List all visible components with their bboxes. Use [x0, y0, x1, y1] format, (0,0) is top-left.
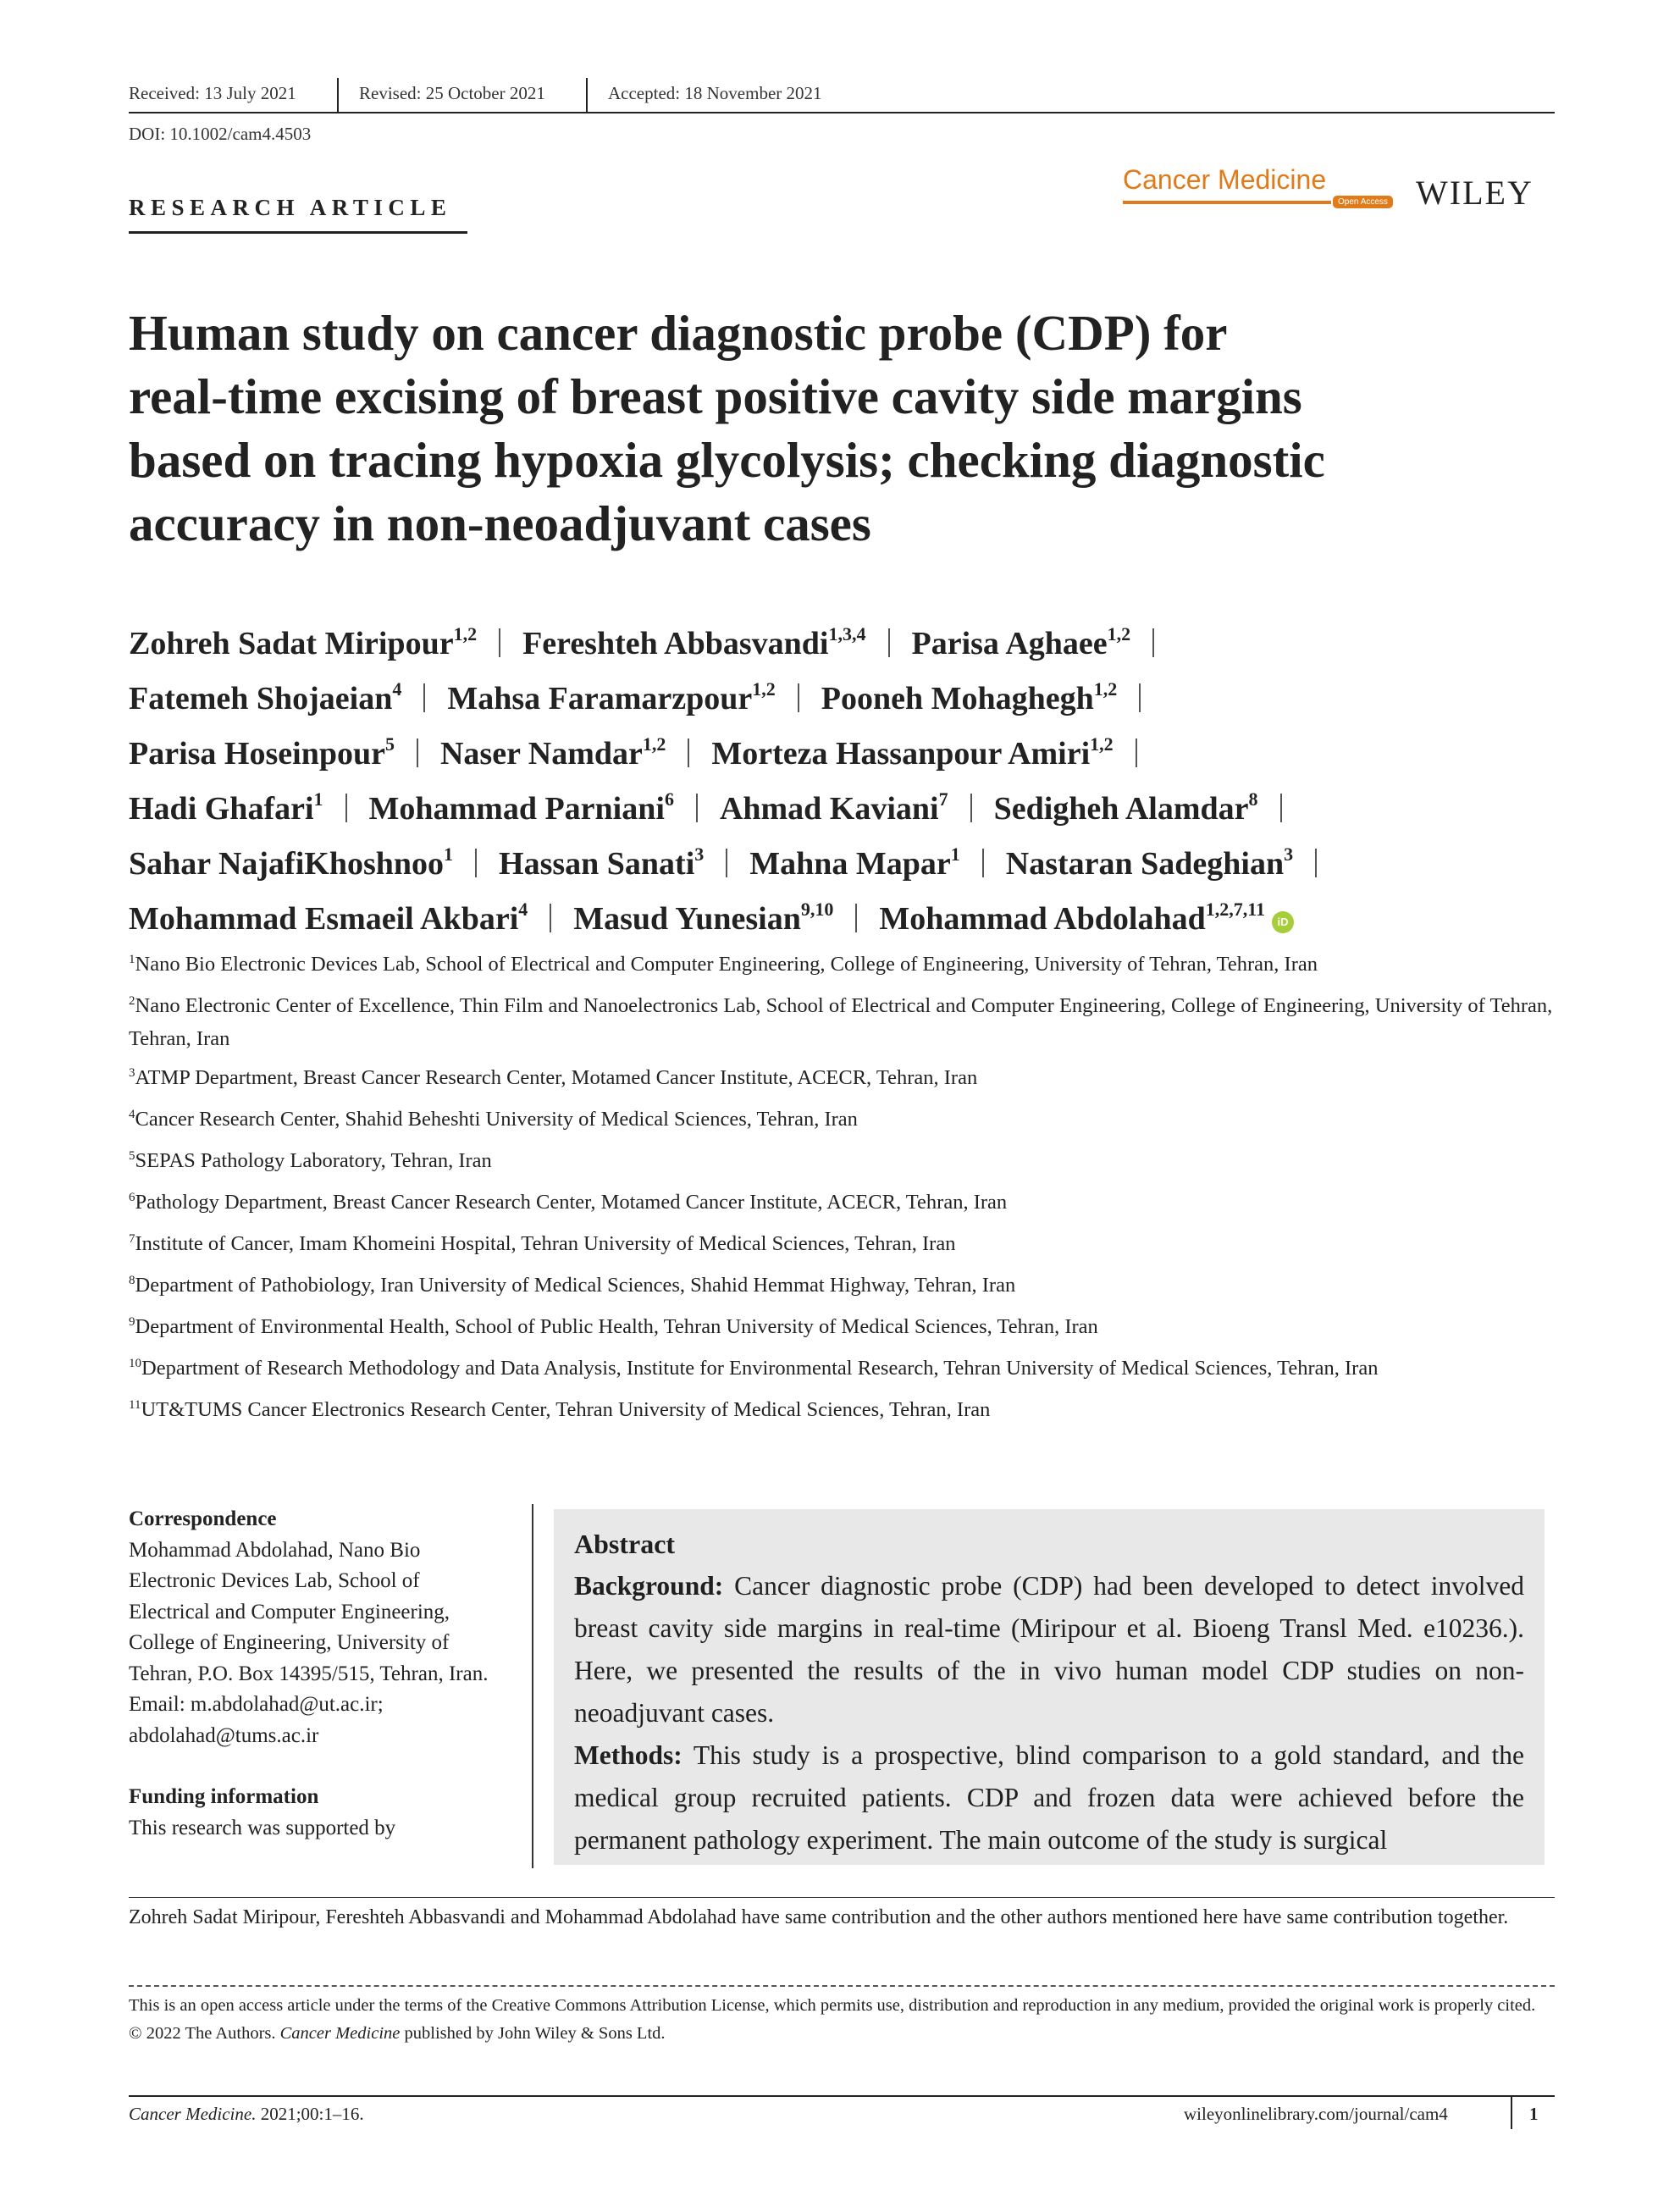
- author-separator: [1280, 794, 1282, 822]
- affiliation: $^{11}$UT&TUMS Cancer Electronics Research Center, Tehran University of Medical Sciences, Tehran, Iran: [129, 1398, 991, 1421]
- author[interactable]: Morteza Hassanpour Amiri$^{1,2}$: [711, 733, 1114, 772]
- author-separator: [417, 738, 418, 767]
- author[interactable]: Pooneh Mohaghegh$^{1,2}$: [821, 678, 1118, 716]
- affiliation: $^3$ATMP Department, Breast Cancer Research Center, Motamed Cancer Institute, ACECR, Tehran, Iran: [129, 1066, 978, 1089]
- title-line: real-time excising of breast positive cavity side margins: [129, 368, 1302, 424]
- author-row: [129, 893, 1568, 949]
- author[interactable]: Mahsa Faramarzpour$^{1,2}$: [447, 678, 776, 716]
- journal-citation: Cancer Medicine. 2021;00:1–16.: [129, 2104, 364, 2124]
- author[interactable]: Mohammad Parniani$^6$: [368, 788, 674, 827]
- author-separator: [1139, 683, 1141, 712]
- footer-rule: [129, 2095, 1555, 2097]
- author-separator: [970, 794, 972, 822]
- contribution-note: Zohreh Sadat Miripour, Fereshteh Abbasvandi and Mohammad Abdolahad have same contribution and the other authors mentioned here have same contribution together.: [129, 1906, 1509, 1928]
- affiliation: $^8$Department of Pathobiology, Iran University of Medical Sciences, Shahid Hemmat Highway, Tehran, Iran: [129, 1274, 1016, 1297]
- abstract-box: [554, 1509, 1545, 1865]
- column-divider: [532, 1504, 533, 1868]
- author[interactable]: Fatemeh Shojaeian$^4$: [129, 678, 402, 716]
- article-type: RESEARCH ARTICLE: [129, 195, 452, 220]
- title-line: based on tracing hypoxia glycolysis; checking diagnostic: [129, 432, 1325, 488]
- title-line: Human study on cancer diagnostic probe (CDP) for: [129, 305, 1228, 361]
- sidebar-info: [129, 1504, 501, 1844]
- article-title: [129, 301, 1560, 556]
- abstract-heading: Abstract: [574, 1529, 676, 1559]
- author[interactable]: Sahar NajafiKhoshnoo$^1$: [129, 844, 454, 882]
- accepted-date: Accepted: 18 November 2021: [608, 83, 822, 103]
- journal-logo: Cancer Medicine: [1123, 164, 1327, 195]
- abstract-background: [574, 1565, 1524, 1734]
- affiliation: $^5$SEPAS Pathology Laboratory, Tehran, Iran: [129, 1149, 492, 1172]
- affiliation: $^7$Institute of Cancer, Imam Khomeini Hospital, Tehran University of Medical Sciences, Tehran, Iran: [129, 1232, 956, 1255]
- affiliation: $^2$Nano Electronic Center of Excellence, Thin Film and Nanoelectronics Lab, School of Electrical and Computer Engineering, College of Engineering, University of Tehran, Tehran, Iran: [129, 994, 1553, 1050]
- author-separator: [798, 683, 799, 712]
- affiliation: $^9$Department of Environmental Health, School of Public Health, Tehran University of Medical Sciences, Tehran, Iran: [129, 1315, 1098, 1338]
- author-separator: [1152, 628, 1154, 657]
- author[interactable]: Parisa Aghaee$^{1,2}$: [911, 623, 1131, 661]
- author-row: [129, 728, 1568, 783]
- author[interactable]: Nastaran Sadeghian$^3$: [1005, 844, 1294, 882]
- author-row: [129, 673, 1568, 728]
- dashed-divider: [129, 1985, 1555, 1987]
- author-separator: [499, 628, 500, 657]
- divider: [129, 1897, 1555, 1898]
- author-row: [129, 618, 1568, 673]
- author[interactable]: Ahmad Kaviani$^7$: [719, 788, 948, 827]
- author[interactable]: Sedigheh Alamdar$^8$: [993, 788, 1258, 827]
- author[interactable]: Mahna Mapar$^1$: [749, 844, 960, 882]
- affiliation-list: [129, 949, 1568, 1436]
- author-separator: [475, 849, 477, 877]
- background-text: Cancer diagnostic probe (CDP) had been developed to detect involved breast cavity side margins in real-time (Miripour et al. Bioeng Transl Med. e10236.). Here, we presented the results of the in vivo human model CDP studies on non-neoadjuvant cases.: [574, 1571, 1524, 1728]
- funding-text: This research was supported by: [129, 1816, 396, 1839]
- author-separator: [726, 849, 727, 877]
- author-separator: [550, 904, 551, 932]
- affiliation: $^1$Nano Bio Electronic Devices Lab, School of Electrical and Computer Engineering, College of Engineering, University of Tehran, Tehran, Iran: [129, 953, 1318, 976]
- author-row: [129, 838, 1568, 893]
- correspondence-text: Mohammad Abdolahad, Nano Bio Electronic Devices Lab, School of Electrical and Computer Engineering, College of Engineering, University of Tehran, P.O. Box 14395/515, Tehran, Iran.: [129, 1538, 489, 1685]
- author[interactable]: Zohreh Sadat Miripour$^{1,2}$: [129, 623, 478, 661]
- author[interactable]: Hassan Sanati$^3$: [499, 844, 705, 882]
- article-type-underline: [129, 231, 467, 234]
- author-separator: [688, 738, 689, 767]
- methods-text: This study is a prospective, blind comparison to a gold standard, and the medical group recruited patients. CDP and frozen data were achieved before the permanent pathology experiment. The main outcome of the study is surgical: [574, 1740, 1524, 1855]
- author[interactable]: Fereshteh Abbasvandi$^{1,3,4}$: [522, 623, 866, 661]
- author[interactable]: Mohammad Esmaeil Akbari$^4$: [129, 899, 528, 937]
- dates-bar: [129, 78, 1555, 113]
- author-separator: [423, 683, 425, 712]
- title-line: accuracy in non-neoadjuvant cases: [129, 495, 871, 551]
- journal-website-link[interactable]: wileyonlinelibrary.com/journal/cam4: [1184, 2104, 1448, 2124]
- license-note: [129, 1992, 1555, 2048]
- author-separator: [1136, 738, 1137, 767]
- author-separator: [345, 794, 347, 822]
- methods-label: Methods:: [574, 1740, 682, 1770]
- affiliation: $^{10}$Department of Research Methodology and Data Analysis, Institute for Environmental Research, Tehran University of Medical Sciences, Tehran, Iran: [129, 1357, 1379, 1380]
- funding-heading: Funding information: [129, 1785, 319, 1808]
- publisher-logo: WILEY: [1416, 174, 1534, 212]
- orcid-icon[interactable]: iD: [1272, 911, 1294, 933]
- author[interactable]: Hadi Ghafari$^1$: [129, 788, 323, 827]
- correspondence-email[interactable]: Email: m.abdolahad@ut.ac.ir; abdolahad@tums.ac.ir: [129, 1693, 384, 1747]
- copyright-line: © 2022 The Authors. Cancer Medicine published by John Wiley & Sons Ltd.: [129, 2024, 666, 2043]
- revised-date: Revised: 25 October 2021: [359, 83, 545, 103]
- affiliation: $^6$Pathology Department, Breast Cancer Research Center, Motamed Cancer Institute, ACECR, Tehran, Iran: [129, 1191, 1008, 1214]
- journal-logo-underline: [1123, 201, 1331, 204]
- received-date: Received: 13 July 2021: [129, 83, 296, 103]
- abstract-methods: [574, 1734, 1524, 1861]
- date-separator: [337, 78, 339, 112]
- page-number: 1: [1529, 2104, 1539, 2124]
- license-text: This is an open access article under the terms of the Creative Commons Attribution License, which permits use, distribution and reproduction in any medium, provided the original work is properly cited.: [129, 1996, 1536, 2015]
- affiliation: $^4$Cancer Research Center, Shahid Beheshti University of Medical Sciences, Tehran, Iran: [129, 1108, 858, 1131]
- author-list: [129, 618, 1568, 949]
- author-separator: [982, 849, 984, 877]
- author-separator: [1315, 849, 1317, 877]
- author-separator: [696, 794, 698, 822]
- footer-separator: [1511, 2095, 1512, 2129]
- background-label: Background:: [574, 1571, 724, 1601]
- author-row: [129, 783, 1568, 838]
- author[interactable]: Naser Namdar$^{1,2}$: [439, 733, 666, 772]
- author[interactable]: Parisa Hoseinpour$^5$: [129, 733, 395, 772]
- author-separator: [855, 904, 857, 932]
- author-separator: [888, 628, 890, 657]
- doi[interactable]: DOI: 10.1002/cam4.4503: [129, 124, 312, 144]
- author[interactable]: Masud Yunesian$^{9,10}$: [573, 899, 834, 937]
- correspondence-heading: Correspondence: [129, 1507, 277, 1530]
- open-access-badge: Open Access: [1333, 196, 1393, 208]
- date-separator: [586, 78, 588, 112]
- author[interactable]: Mohammad Abdolahad$^{1,2,7,11}$: [879, 899, 1266, 937]
